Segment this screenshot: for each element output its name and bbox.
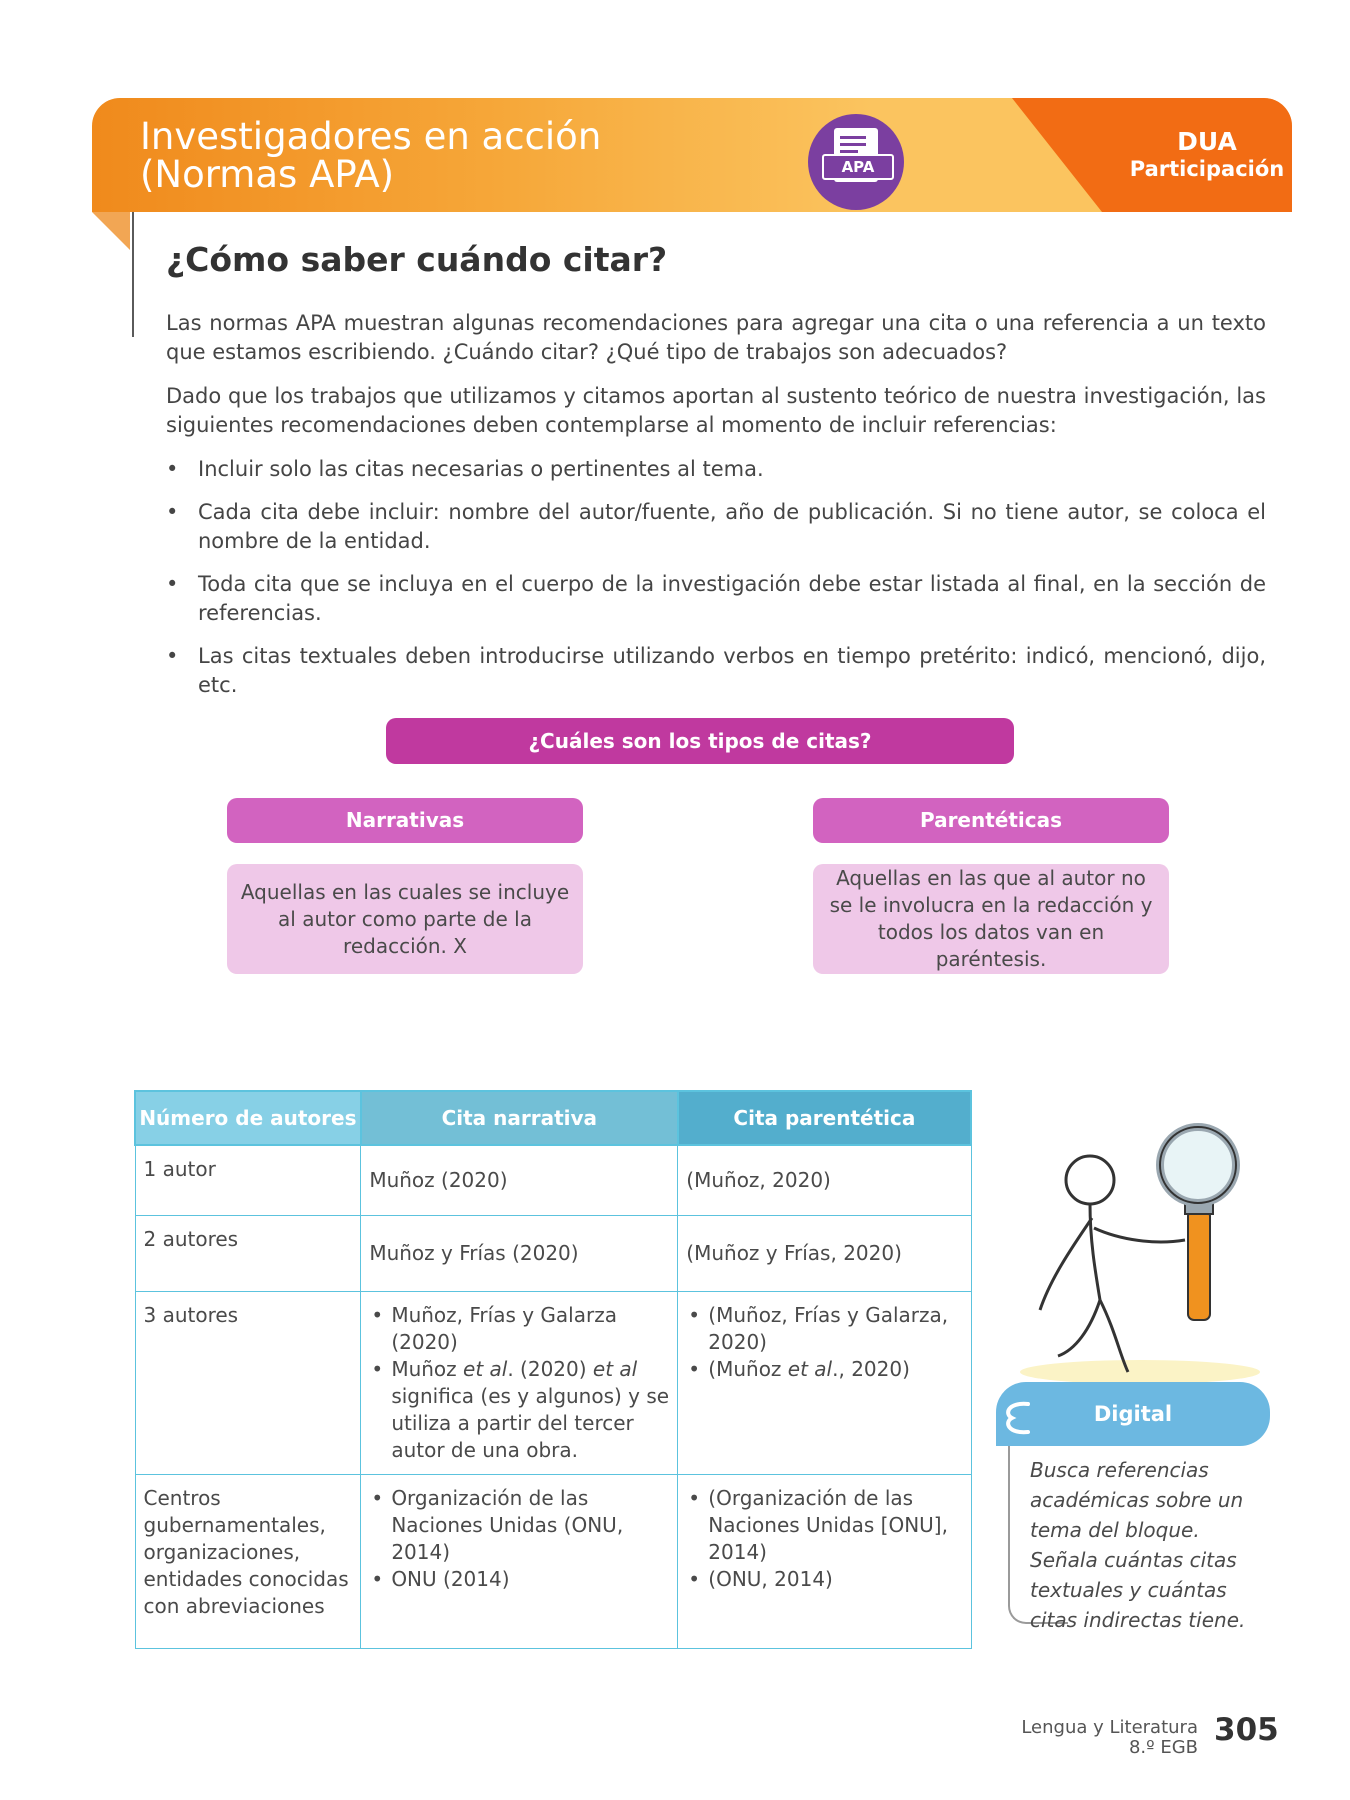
parenteticas-description-text: Aquellas en las que al autor no se le involucra en la redacción y todos los datos van en paréntesis. (829, 866, 1153, 971)
table-cell (135, 1215, 361, 1291)
list-item: • (Organización de las Naciones Unidas [ONU], 2014) (686, 1485, 962, 1566)
dua-tag (1092, 128, 1292, 182)
grade-level: 8.º EGB (1128, 1737, 1198, 1758)
header-title-line2: (Normas APA) (140, 153, 395, 196)
narrativas-description (227, 864, 583, 974)
list-item: • Muñoz, Frías y Galarza (2020) (369, 1302, 669, 1356)
parenthetical-example: (Muñoz, 2020) (686, 1167, 831, 1192)
list-item: • (Muñoz, Frías y Galarza, 2020) (686, 1302, 962, 1356)
section-header-banner (92, 98, 1292, 212)
narrative-examples-list (369, 1302, 669, 1464)
parenthetical-example: (Muñoz y Frías, 2020) (686, 1240, 902, 1265)
table-cell (361, 1145, 678, 1215)
table-row (135, 1474, 971, 1648)
narrative-example: Muñoz (2020) (369, 1167, 508, 1192)
sidebar-rule (1008, 1446, 1010, 1606)
table-row (135, 1215, 971, 1291)
table-cell (678, 1291, 971, 1474)
list-item: • Organización de las Naciones Unidas (ONU, 2014) (369, 1485, 669, 1566)
footer-subject (1021, 1718, 1198, 1758)
list-item: • Muñoz et al. (2020) et al significa (es y algunos) y se utiliza a partir del tercer autor de una obra. (369, 1356, 669, 1464)
citation-types-question: ¿Cuáles son los tipos de citas? (386, 718, 1014, 764)
narrative-example: Muñoz y Frías (2020) (369, 1240, 579, 1265)
table-cell (135, 1474, 361, 1648)
authors-count: 3 autores (143, 1302, 239, 1327)
section-heading: ¿Cómo saber cuándo citar? (166, 240, 668, 279)
header-fold-corner (92, 212, 130, 250)
table-cell (135, 1291, 361, 1474)
parenthetical-examples-list (686, 1302, 962, 1383)
table-row (135, 1145, 971, 1215)
parenteticas-label: Parentéticas (813, 798, 1169, 843)
list-item: • (ONU, 2014) (686, 1566, 962, 1593)
header-title-line1: Investigadores en acción (140, 115, 602, 158)
narrative-examples-list (369, 1485, 669, 1593)
recommendations-paragraph: Dado que los trabajos que utilizamos y citamos aportan al sustento teórico de nuestra investigación, las siguientes recomendaciones deben contemplarse al momento de incluir referencias: (166, 384, 1266, 437)
header-cita-narrativa: Cita narrativa (361, 1091, 678, 1145)
table-cell (135, 1145, 361, 1215)
list-item: • Las citas textuales deben introducirse utilizando verbos en tiempo pretérito: indicó, mencionó, dijo, etc. (166, 642, 1266, 700)
digital-activity-text: Busca referencias académicas sobre un tema del bloque. Señala cuántas citas textuales y cuántas citas indirectas tiene. (1030, 1458, 1246, 1632)
apa-badge-label: APA (822, 154, 894, 180)
header-title (140, 115, 602, 196)
authors-count: Centros gubernamentales, organizaciones, entidades conocidas con abreviaciones (143, 1485, 349, 1618)
list-item: • (Muñoz et al., 2020) (686, 1356, 962, 1383)
digital-icon (1000, 1398, 1034, 1438)
subject-name: Lengua y Literatura (1021, 1717, 1198, 1738)
recommendations-list (166, 455, 1266, 714)
parenteticas-description (813, 864, 1169, 974)
narrativas-label: Narrativas (227, 798, 583, 843)
citation-table (134, 1090, 972, 1649)
list-item: • ONU (2014) (369, 1566, 669, 1593)
list-item: • Incluir solo las citas necesarias o pertinentes al tema. (166, 455, 1266, 484)
dua-sublabel: Participación (1129, 157, 1285, 181)
authors-count: 1 autor (143, 1157, 216, 1181)
table-header-row (135, 1091, 971, 1145)
apa-document-icon (808, 114, 904, 210)
dua-label: DUA (1177, 127, 1237, 156)
list-item: • Toda cita que se incluya en el cuerpo de la investigación debe estar listada al final, en la sección de referencias. (166, 570, 1266, 628)
digital-tag: Digital (996, 1382, 1270, 1446)
parenthetical-examples-list (686, 1485, 962, 1593)
table-cell (361, 1215, 678, 1291)
page-number: 305 (1214, 1712, 1279, 1748)
table-cell (361, 1474, 678, 1648)
list-item: • Cada cita debe incluir: nombre del autor/fuente, año de publicación. Si no tiene autor, se coloca el nombre de la entidad. (166, 498, 1266, 556)
table-cell (361, 1291, 678, 1474)
margin-rule (132, 212, 134, 337)
narrativas-description-text: Aquellas en las cuales se incluye al autor como parte de la redacción. X (240, 879, 570, 958)
magnifier-character-illustration (1020, 1110, 1270, 1390)
table-cell (678, 1215, 971, 1291)
table-cell (678, 1145, 971, 1215)
header-num-autores: Número de autores (135, 1091, 361, 1145)
intro-paragraph: Las normas APA muestran algunas recomendaciones para agregar una cita o una referencia a un texto que estamos escribiendo. ¿Cuándo citar? ¿Qué tipo de trabajos son adecuados? (166, 311, 1266, 364)
authors-count: 2 autores (143, 1226, 239, 1251)
header-cita-parentetica: Cita parentética (678, 1091, 971, 1145)
table-cell (678, 1474, 971, 1648)
table-row (135, 1291, 971, 1474)
